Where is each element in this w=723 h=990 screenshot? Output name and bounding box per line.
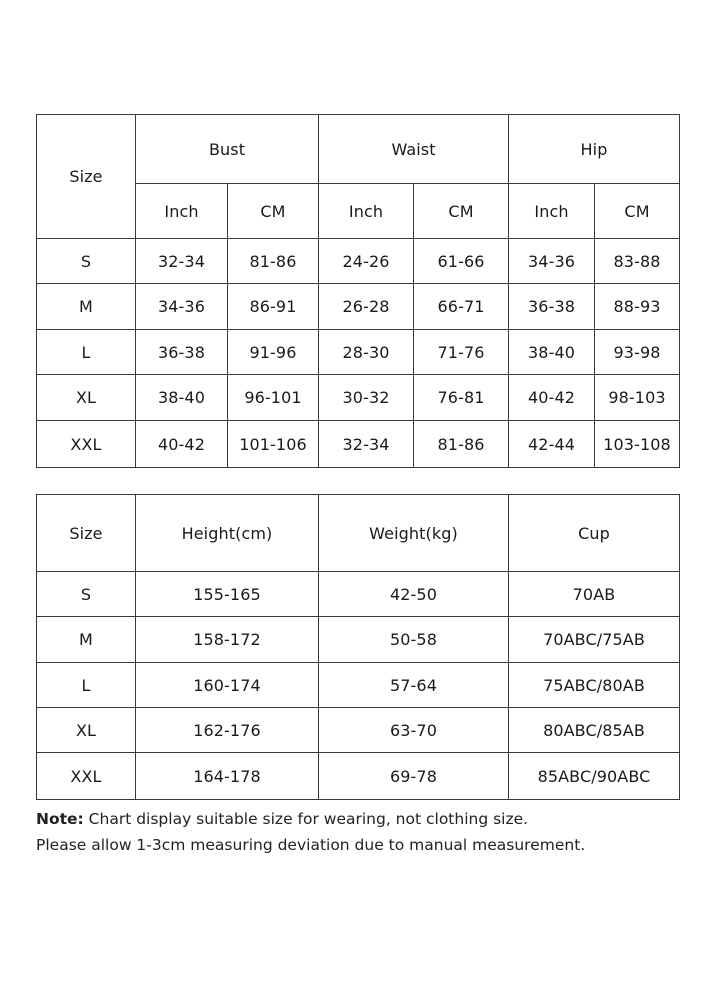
weight-cell: 69-78 xyxy=(319,753,509,800)
waist-inch-cell: 30-32 xyxy=(319,375,414,421)
height-cell: 158-172 xyxy=(136,617,319,663)
height-cell: 155-165 xyxy=(136,572,319,617)
table-header-row xyxy=(37,495,680,572)
waist-cm-cell: 61-66 xyxy=(414,239,509,284)
cup-cell: 85ABC/90ABC xyxy=(509,753,680,800)
waist-cm-cell: 66-71 xyxy=(414,284,509,330)
hip-header: Hip xyxy=(509,115,680,184)
hip-inch-cell: 42-44 xyxy=(509,421,595,468)
table-row xyxy=(37,572,680,617)
height-cell: 160-174 xyxy=(136,663,319,708)
size-cell: L xyxy=(37,663,136,708)
waist-inch-header: Inch xyxy=(319,184,414,239)
waist-inch-cell: 26-28 xyxy=(319,284,414,330)
cup-column-header: Cup xyxy=(509,495,680,572)
bust-cm-cell: 91-96 xyxy=(228,330,319,375)
waist-cm-cell: 71-76 xyxy=(414,330,509,375)
height-cell: 164-178 xyxy=(136,753,319,800)
size-cell: M xyxy=(37,617,136,663)
cup-cell: 80ABC/85AB xyxy=(509,708,680,753)
bust-header: Bust xyxy=(136,115,319,184)
waist-inch-cell: 28-30 xyxy=(319,330,414,375)
table-row xyxy=(37,284,680,330)
cup-cell: 75ABC/80AB xyxy=(509,663,680,708)
note-line-2: Please allow 1-3cm measuring deviation due to manual measurement. xyxy=(36,836,586,854)
waist-cm-cell: 81-86 xyxy=(414,421,509,468)
size-cell: XXL xyxy=(37,421,136,468)
size-cell: XXL xyxy=(37,753,136,800)
bust-cm-header: CM xyxy=(228,184,319,239)
hip-cm-cell: 103-108 xyxy=(595,421,680,468)
hip-inch-cell: 38-40 xyxy=(509,330,595,375)
table-row xyxy=(37,375,680,421)
body-size-table xyxy=(36,494,680,800)
size-cell: M xyxy=(37,284,136,330)
waist-cm-header: CM xyxy=(414,184,509,239)
note-line-1 xyxy=(36,806,686,832)
bust-cm-cell: 96-101 xyxy=(228,375,319,421)
bust-inch-header: Inch xyxy=(136,184,228,239)
size-cell: XL xyxy=(37,708,136,753)
height-column-header: Height(cm) xyxy=(136,495,319,572)
hip-cm-cell: 88-93 xyxy=(595,284,680,330)
bust-inch-cell: 40-42 xyxy=(136,421,228,468)
bust-inch-cell: 36-38 xyxy=(136,330,228,375)
hip-cm-cell: 98-103 xyxy=(595,375,680,421)
size-column-header: Size xyxy=(37,115,136,239)
hip-cm-cell: 93-98 xyxy=(595,330,680,375)
table-row xyxy=(37,708,680,753)
bust-inch-cell: 34-36 xyxy=(136,284,228,330)
size-cell: XL xyxy=(37,375,136,421)
cup-cell: 70ABC/75AB xyxy=(509,617,680,663)
weight-column-header: Weight(kg) xyxy=(319,495,509,572)
waist-header: Waist xyxy=(319,115,509,184)
bust-inch-cell: 38-40 xyxy=(136,375,228,421)
hip-cm-cell: 83-88 xyxy=(595,239,680,284)
table-header-row xyxy=(37,115,680,184)
size-column-header: Size xyxy=(37,495,136,572)
hip-inch-header: Inch xyxy=(509,184,595,239)
note-text: Chart display suitable size for wearing, not clothing size. xyxy=(83,810,529,828)
bust-cm-cell: 81-86 xyxy=(228,239,319,284)
weight-cell: 63-70 xyxy=(319,708,509,753)
table-row xyxy=(37,330,680,375)
notes-section xyxy=(36,806,686,858)
waist-inch-cell: 24-26 xyxy=(319,239,414,284)
cup-cell: 70AB xyxy=(509,572,680,617)
hip-inch-cell: 36-38 xyxy=(509,284,595,330)
bust-inch-cell: 32-34 xyxy=(136,239,228,284)
height-cell: 162-176 xyxy=(136,708,319,753)
hip-cm-header: CM xyxy=(595,184,680,239)
table-row xyxy=(37,421,680,468)
size-cell: L xyxy=(37,330,136,375)
size-cell: S xyxy=(37,239,136,284)
table-row xyxy=(37,617,680,663)
table-row xyxy=(37,663,680,708)
hip-inch-cell: 34-36 xyxy=(509,239,595,284)
waist-cm-cell: 76-81 xyxy=(414,375,509,421)
weight-cell: 57-64 xyxy=(319,663,509,708)
table-row xyxy=(37,753,680,800)
table-row xyxy=(37,239,680,284)
waist-inch-cell: 32-34 xyxy=(319,421,414,468)
hip-inch-cell: 40-42 xyxy=(509,375,595,421)
bust-cm-cell: 101-106 xyxy=(228,421,319,468)
weight-cell: 50-58 xyxy=(319,617,509,663)
bust-cm-cell: 86-91 xyxy=(228,284,319,330)
weight-cell: 42-50 xyxy=(319,572,509,617)
size-cell: S xyxy=(37,572,136,617)
note-label: Note: xyxy=(36,810,84,828)
measurements-table xyxy=(36,114,680,468)
